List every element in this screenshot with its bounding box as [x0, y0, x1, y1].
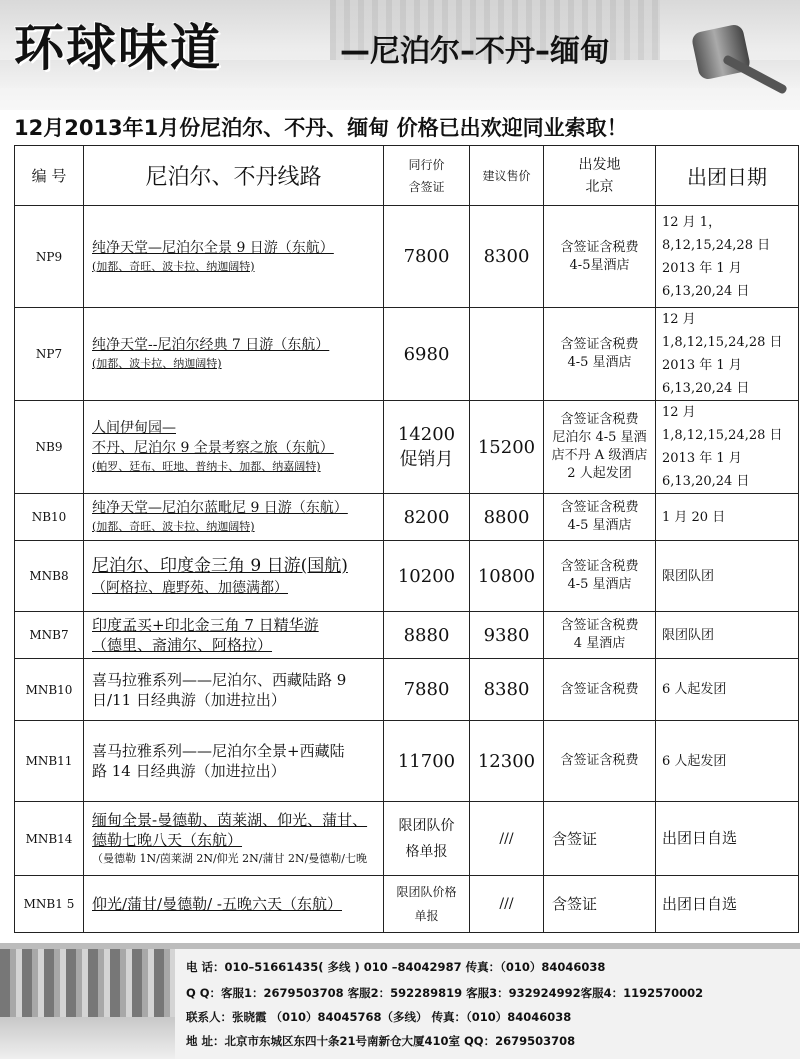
route-code: MNB1 5 [15, 876, 84, 933]
route-name [84, 612, 384, 659]
peer-price: 8880 [384, 612, 470, 659]
route-name [84, 659, 384, 721]
peer-price: 7880 [384, 659, 470, 721]
condition-line: 2 人起发团 [567, 466, 632, 481]
departure-dates: 6 人起发团 [656, 721, 799, 802]
condition-line: 4-5 星酒店 [567, 577, 632, 592]
condition-line: 店不丹 A 级酒店 [551, 448, 648, 463]
date-line: 6,13,20,24 日 [662, 283, 750, 299]
retail-price: 8800 [470, 494, 544, 541]
condition-line: 4-5星酒店 [569, 257, 630, 273]
table-header-row [15, 146, 799, 206]
route-title-text: 人间伊甸园— [92, 420, 176, 436]
header-peer-price [384, 146, 470, 206]
header-dates: 出团日期 [656, 146, 799, 206]
route-title-text: 尼泊尔、印度金三角 9 日游(国航) [92, 556, 348, 576]
route-stops: （阿格拉、鹿野苑、加德满都） [92, 580, 288, 596]
departure-dates: 1 月 20 日 [656, 494, 799, 541]
route-title-text: 喜马拉雅系列——尼泊尔全景+西藏陆 [92, 742, 345, 760]
retail-price: 10800 [470, 541, 544, 612]
departure-dates [656, 308, 799, 401]
peer-price-promo: 促销月 [399, 448, 454, 470]
route-title-text: 路 14 日经典游（加进拉出） [92, 762, 286, 780]
route-code: NB9 [15, 401, 84, 494]
route-name [84, 541, 384, 612]
date-line: 2013 年 1 月 [662, 260, 742, 276]
peer-price [384, 401, 470, 494]
route-name [84, 206, 384, 308]
conditions [544, 401, 656, 494]
route-title-text: 缅甸全景-曼德勒、茵莱湖、仰光、蒲甘、 [92, 810, 368, 829]
route-code: MNB10 [15, 659, 84, 721]
header-departure-line1: 出发地 [578, 156, 621, 173]
table-row [15, 721, 799, 802]
header-route: 尼泊尔、不丹线路 [84, 146, 384, 206]
table-row [15, 659, 799, 721]
conditions [544, 494, 656, 541]
retail-price: 8380 [470, 659, 544, 721]
route-code: MNB14 [15, 802, 84, 876]
contact-address: 地 址：北京市东城区东四十条21号南新仓大厦410室 QQ：2679503708 [186, 1034, 576, 1048]
retail-price: 12300 [470, 721, 544, 802]
photo-ground [0, 1017, 175, 1059]
date-line: 12 月 [662, 312, 696, 327]
route-stops: （曼德勒 1N/茵莱湖 2N/仰光 2N/蒲甘 2N/曼德勒/七晚 [92, 851, 368, 865]
route-title-text: 纯净天堂—尼泊尔蓝毗尼 9 日游（东航） [92, 500, 348, 516]
retail-price: /// [470, 876, 544, 933]
condition-line: 尼泊尔 4-5 星酒 [552, 430, 647, 445]
peer-price-value: 14200 [397, 423, 456, 445]
table-row [15, 612, 799, 659]
condition-line: 含签证含税费 [560, 559, 639, 574]
route-title-text: 纯净天堂—尼泊尔全景 9 日游（东航） [92, 239, 334, 256]
conditions [544, 541, 656, 612]
condition-line: 含签证含税费 [560, 337, 639, 352]
route-code: NP9 [15, 206, 84, 308]
peer-price-line: 限团队价格 [396, 885, 457, 899]
routes-table [14, 145, 799, 933]
condition-line: 4-5 星酒店 [567, 355, 632, 370]
condition-line: 含签证含税费 [560, 500, 639, 515]
route-code: MNB7 [15, 612, 84, 659]
route-title-text: 喜马拉雅系列——尼泊尔、西藏陆路 9 [92, 670, 347, 689]
header-code: 编 号 [15, 146, 84, 206]
peer-price: 8200 [384, 494, 470, 541]
departure-dates: 出团日自选 [656, 876, 799, 933]
route-stops: (加都、奇旺、波卡拉、纳迦阔特) [92, 259, 255, 273]
route-name [84, 721, 384, 802]
route-name [84, 308, 384, 401]
condition-line: 4 星酒店 [573, 636, 626, 651]
conditions: 含签证含税费 [544, 659, 656, 721]
condition-line: 含签证含税费 [560, 618, 639, 633]
conditions [544, 206, 656, 308]
condition-line: 含签证含税费 [560, 412, 639, 427]
departure-dates: 6 人起发团 [656, 659, 799, 721]
peer-price-line: 限团队价 [398, 817, 455, 834]
route-code: NB10 [15, 494, 84, 541]
retail-price: /// [470, 802, 544, 876]
date-line: 12 月 [662, 405, 696, 420]
route-title-text: 纯净天堂--尼泊尔经典 7 日游（东航） [92, 337, 330, 353]
condition-line: 含签证含税费 [560, 239, 639, 255]
conditions: 含签证 [544, 876, 656, 933]
route-name [84, 401, 384, 494]
route-title: —尼泊尔–不丹–缅甸 [340, 34, 610, 69]
contact-phone: 电 话：010–51661435( 多线 ) 010 –84042987 传真：（010）84046038 [186, 960, 606, 974]
retail-price: 15200 [470, 401, 544, 494]
route-title-text: 仰光/蒲甘/曼德勒/ -五晚六天（东航） [92, 895, 342, 913]
table-row [15, 876, 799, 933]
departure-dates [656, 401, 799, 494]
retail-price: 8300 [470, 206, 544, 308]
route-code: MNB8 [15, 541, 84, 612]
conditions: 含签证 [544, 802, 656, 876]
date-line: 2013 年 1 月 [662, 451, 742, 466]
table-row [15, 802, 799, 876]
conditions [544, 612, 656, 659]
header-departure-line2: 北京 [585, 178, 614, 195]
header-peer-price-line2: 含签证 [408, 179, 445, 194]
route-title-text: 日/11 日经典游（加进拉出） [92, 690, 286, 709]
header-retail: 建议售价 [470, 146, 544, 206]
table-row [15, 206, 799, 308]
table-row [15, 494, 799, 541]
footer-contact-panel [0, 943, 800, 1059]
condition-line: 4-5 星酒店 [567, 518, 632, 533]
peer-price-line: 格单报 [405, 843, 448, 860]
conditions [544, 308, 656, 401]
contact-qq: Q Q：客服1：2679503708 客服2：592289819 客服3：932924992客服4：1192570002 [186, 986, 704, 1000]
contact-person: 联系人：张晓霞 （010）84045768（多线） 传真：（010）84046038 [186, 1010, 572, 1024]
route-title-text: 印度孟买+印北金三角 7 日精华游 [92, 616, 319, 634]
route-code: MNB11 [15, 721, 84, 802]
route-code: NP7 [15, 308, 84, 401]
route-stops: (帕罗、廷布、旺地、普纳卡、加都、纳嘉阔特) [92, 460, 321, 473]
peer-price-line: 单报 [414, 909, 439, 923]
route-name [84, 876, 384, 933]
departure-dates: 限团队团 [656, 541, 799, 612]
brand-logo-text: 环球味道 [14, 19, 222, 77]
date-line: 8,12,15,24,28 日 [662, 237, 771, 253]
departure-dates: 限团队团 [656, 612, 799, 659]
conditions: 含签证含税费 [544, 721, 656, 802]
date-line: 1,8,12,15,24,28 日 [662, 335, 783, 350]
header-departure [544, 146, 656, 206]
date-line: 2013 年 1 月 [662, 358, 742, 373]
peer-price: 11700 [384, 721, 470, 802]
header-banner [0, 0, 800, 110]
route-title-text: 不丹、尼泊尔 9 全景考察之旅（东航） [92, 440, 334, 456]
peer-price: 7800 [384, 206, 470, 308]
date-line: 1,8,12,15,24,28 日 [662, 428, 783, 443]
route-stops: (加都、波卡拉、纳迦阔特) [92, 357, 222, 370]
table-row [15, 308, 799, 401]
peer-price: 6980 [384, 308, 470, 401]
table-row [15, 401, 799, 494]
departure-dates [656, 206, 799, 308]
table-row [15, 541, 799, 612]
route-title-text: 德勒七晚八天（东航） [92, 830, 243, 849]
peer-price: 10200 [384, 541, 470, 612]
peer-price [384, 876, 470, 933]
date-line: 12 月 1， [662, 214, 722, 230]
date-line: 6,13,20,24 日 [662, 474, 750, 489]
page-subtitle: 12月2013年1月份尼泊尔、不丹、缅甸 价格已出欢迎同业索取！ [14, 116, 628, 140]
header-peer-price-line1: 同行价 [408, 157, 445, 172]
departure-dates: 出团日自选 [656, 802, 799, 876]
date-line: 6,13,20,24 日 [662, 381, 750, 396]
route-name [84, 494, 384, 541]
retail-price: 9380 [470, 612, 544, 659]
peer-price [384, 802, 470, 876]
route-stops: （德里、斋浦尔、阿格拉） [92, 636, 273, 654]
retail-price [470, 308, 544, 401]
route-stops: (加都、奇旺、波卡拉、纳迦阔特) [92, 520, 255, 533]
route-name [84, 802, 384, 876]
